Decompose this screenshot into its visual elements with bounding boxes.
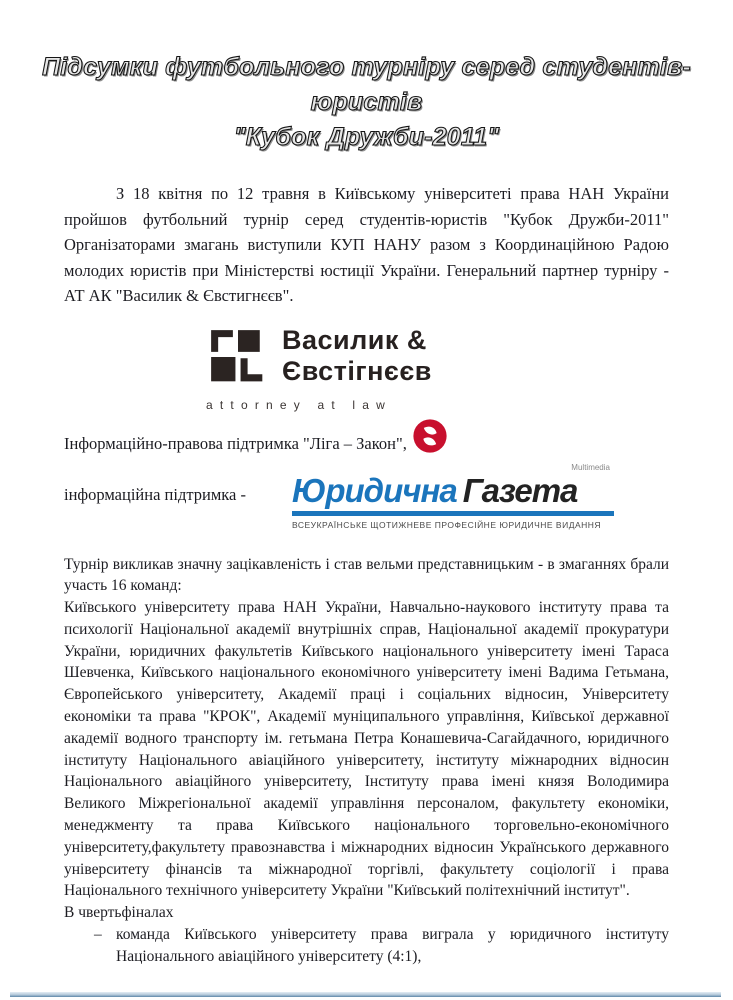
liga-zakon-logo-icon [411, 416, 449, 461]
legal-support-line [64, 428, 733, 461]
info-support-text: інформаційна підтримка - [64, 484, 246, 504]
quarterfinal-result-item [94, 924, 669, 968]
window-bottom-edge [10, 992, 721, 997]
list-dash-marker: – [94, 926, 102, 944]
document-title-line1: Підсумки футбольного турніру серед студентів-юристів [42, 53, 691, 116]
gazeta-tagline: ВСЕУКРАЇНСЬКЕ ЩОТИЖНЕВЕ ПРОФЕСІЙНЕ ЮРИДИЧНЕ ВИДАННЯ [291, 519, 602, 530]
gazeta-logo-wordmark [292, 473, 614, 508]
info-support-line [64, 463, 733, 530]
vasylyk-logo-name-line2: Євстігнєєв [282, 355, 432, 386]
gazeta-multimedia-label: Multimedia [571, 462, 610, 472]
intro-paragraph: З 18 квітня по 12 травня в Київському університеті права НАН України пройшов футбольний турнір серед студентів-юристів "Кубок Дружби-2011" Організаторами змагань виступили КУП НАНУ разом з Координаційною Радою молодих юристів при Міністерстві юстиції України. Генеральний партнер турніру - АТ АК "Василик & Євстигнєєв". [64, 184, 669, 305]
vasylyk-logo-name [282, 325, 432, 387]
yurydychna-gazeta-logo [292, 463, 614, 530]
tournament-summary-paragraph: Турнір викликав значну зацікавленість і став вельми представницьким - в змаганнях брали участь 16 команд: [64, 555, 669, 595]
main-text-block [64, 554, 669, 968]
teams-list-paragraph: Київського університету права НАН України, Навчально-наукового інституту права та психології Національної академії внутрішніх справ, Національної академії прокуратури України, юридичних факультетів Київського національного університету імені Тараса Шевченка, Київського національного економічного університету імені Вадима Гетьмана, Європейського університету, Академії праці і соціальних відносин, Університету економіки та права "КРОК", Академії муніципального управління, Київської державної академії водного транспорту ім. гетьмана Петра Конашевича-Сагайдачного, юридичного інституту Національного авіаційного університету, інституту міжнародних відносин Національного авіаційного університету, Інституту права імені князя Володимира Великого Міжрегіональної академії управління персоналом, факультету економіки, менеджменту та права Київського національного торговельно-економічного університету,факультету правознавства і міжнародних відносин Українського державного університету фінансів та міжнародної торгівлі, факультету соціології і права Національного технічного університету України "Київський політехнічний інститут". [64, 599, 669, 900]
document-title-line2: "Кубок Дружби-2011" [233, 123, 500, 151]
vasylyk-yevstihnieiev-logo [206, 325, 468, 412]
quarterfinals-heading: В чвертьфіналах [64, 904, 174, 922]
gazeta-word-yurydychna: Юридична [291, 471, 457, 509]
gazeta-word-gazeta: Газета [462, 471, 578, 509]
squares-grid-logo-icon [206, 325, 270, 394]
vasylyk-logo-tagline: attorney at law [206, 397, 393, 412]
legal-support-text: Інформаційно-правова підтримка "Ліга – Закон", [64, 434, 407, 453]
vasylyk-logo-name-line1: Василик & [282, 324, 427, 355]
quarterfinal-result-text: команда Київського університету права виграла у юридичного інституту Національного авіаційного університету (4:1), [116, 926, 669, 965]
gazeta-blue-rule [292, 511, 614, 516]
document-title [0, 50, 733, 155]
